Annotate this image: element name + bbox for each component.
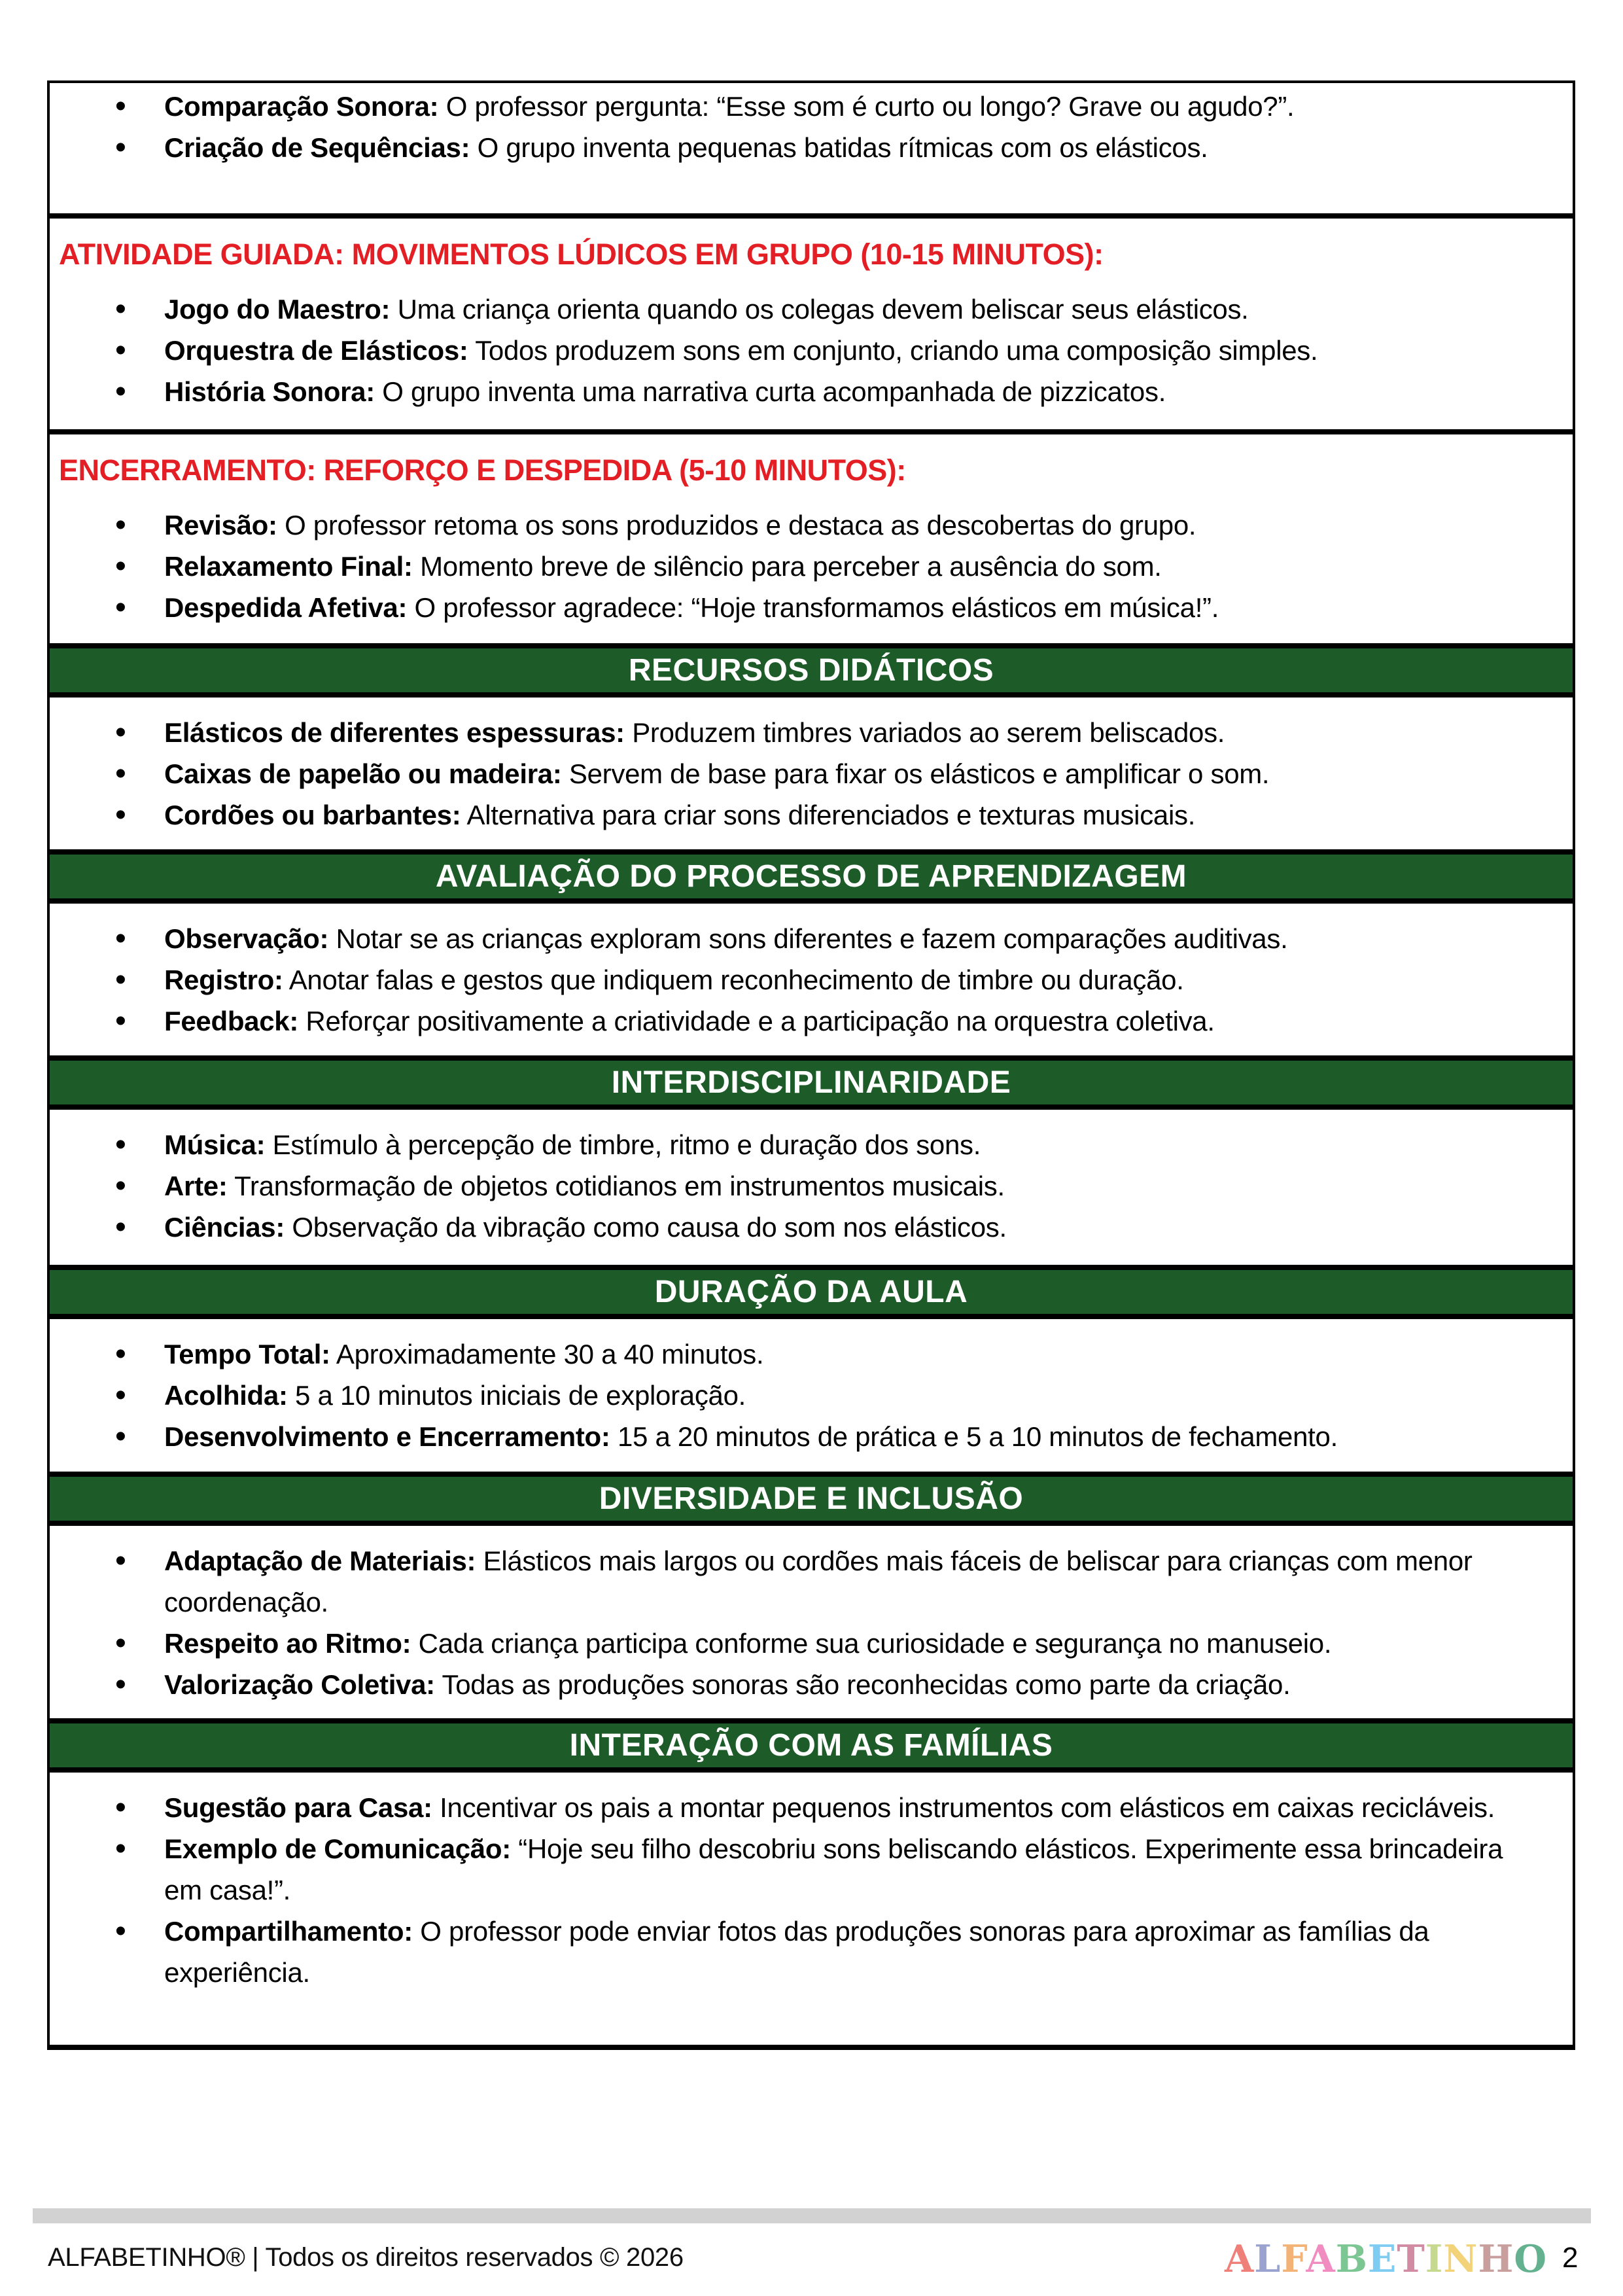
bullet-item <box>50 371 1573 412</box>
bullet-label: Respeito ao Ritmo: <box>164 1628 411 1659</box>
section-avaliacao-box <box>47 901 1575 1058</box>
section-interdisciplinaridade-box <box>47 1107 1575 1267</box>
bullet-item <box>50 127 1573 168</box>
bullet-text: Transformação de objetos cotidianos em instrumentos musicais. <box>234 1171 1005 1201</box>
section-banner-interdisciplinaridade <box>47 1058 1575 1107</box>
bullet-item <box>50 504 1573 546</box>
footer-copyright: ALFABETINHO® | Todos os direitos reservados © 2026 <box>48 2243 684 2272</box>
bullet-label: Caixas de papelão ou madeira: <box>164 758 562 789</box>
section-banner-interacao <box>47 1721 1575 1770</box>
bullet-item <box>50 1828 1573 1911</box>
bullet-list <box>50 918 1573 1042</box>
bullet-list <box>50 712 1573 836</box>
logo-letter: N <box>1443 2237 1478 2281</box>
bullet-text: Elásticos mais largos ou cordões mais fáceis de beliscar para crianças com menor coordenação. <box>164 1545 1473 1617</box>
footer-divider-bar <box>33 2208 1591 2223</box>
banner-title: DIVERSIDADE E INCLUSÃO <box>599 1481 1024 1516</box>
bullet-item <box>50 1623 1573 1664</box>
section-banner-avaliacao <box>47 852 1575 901</box>
bullet-item <box>50 1787 1573 1828</box>
banner-title: DURAÇÃO DA AULA <box>654 1275 968 1309</box>
bullet-item <box>50 1664 1573 1705</box>
bullet-text: Observação da vibração como causa do som nos elásticos. <box>292 1212 1007 1243</box>
bullet-text: Anotar falas e gestos que indiquem reconhecimento de timbre ou duração. <box>288 964 1184 995</box>
bullet-text: Reforçar positivamente a criatividade e a participação na orquestra coletiva. <box>305 1006 1215 1036</box>
bullet-text: Cada criança participa conforme sua curiosidade e segurança no manuseio. <box>418 1628 1332 1659</box>
lesson-plan-table <box>47 80 1575 2050</box>
red-section-heading: ATIVIDADE GUIADA: MOVIMENTOS LÚDICOS EM GRUPO (10-15 MINUTOS): <box>59 238 1104 271</box>
bullet-item <box>50 712 1573 753</box>
bullet-label: Registro: <box>164 964 283 995</box>
logo-letter: B <box>1335 2237 1368 2281</box>
bullet-label: Música: <box>164 1129 266 1160</box>
bullet-text: O grupo inventa pequenas batidas rítmicas com os elásticos. <box>477 132 1208 163</box>
page-number: 2 <box>1562 2242 1579 2274</box>
section-banner-diversidade <box>47 1474 1575 1523</box>
bullet-label: Sugestão para Casa: <box>164 1792 432 1823</box>
bullet-list <box>50 1124 1573 1248</box>
bullet-list <box>50 1540 1573 1705</box>
bullet-item <box>50 289 1573 330</box>
red-section-heading: ENCERRAMENTO: REFORÇO E DESPEDIDA (5-10 MINUTOS): <box>59 453 906 487</box>
bullet-item <box>50 1416 1573 1457</box>
bullet-list <box>50 1333 1573 1457</box>
bullet-item <box>50 587 1573 628</box>
bullet-label: Tempo Total: <box>164 1339 330 1369</box>
bullet-label: Valorização Coletiva: <box>164 1669 435 1700</box>
bullet-text: Incentivar os pais a montar pequenos instrumentos com elásticos em caixas recicláveis. <box>440 1792 1495 1823</box>
section-interacao-box <box>47 1770 1575 2050</box>
bullet-label: Acolhida: <box>164 1380 288 1411</box>
bullet-item <box>50 1124 1573 1165</box>
bullet-text: Servem de base para fixar os elásticos e amplificar o som. <box>568 758 1270 789</box>
bullet-label: Revisão: <box>164 510 277 540</box>
bullet-item <box>50 1165 1573 1207</box>
bullet-text: Aproximadamente 30 a 40 minutos. <box>336 1339 764 1369</box>
bullet-list <box>50 1787 1573 1993</box>
bullet-item <box>50 1911 1573 1993</box>
bullet-item <box>50 918 1573 959</box>
bullet-label: Feedback: <box>164 1006 299 1036</box>
section-duracao-box <box>47 1316 1575 1474</box>
bullet-text: 5 a 10 minutos iniciais de exploração. <box>295 1380 746 1411</box>
bullet-label: Elásticos de diferentes espessuras: <box>164 717 625 748</box>
logo-letter: T <box>1397 2237 1425 2281</box>
banner-title: AVALIAÇÃO DO PROCESSO DE APRENDIZAGEM <box>435 859 1187 894</box>
banner-title: RECURSOS DIDÁTICOS <box>628 653 994 688</box>
logo-letter: H <box>1478 2237 1514 2281</box>
bullet-list <box>50 86 1573 168</box>
bullet-item <box>50 546 1573 587</box>
bullet-list <box>50 289 1573 412</box>
bullet-text: Produzem timbres variados ao serem beliscados. <box>632 717 1225 748</box>
bullet-item <box>50 1000 1573 1042</box>
bullet-item <box>50 1207 1573 1248</box>
bullet-label: História Sonora: <box>164 376 375 407</box>
logo-letter: I <box>1425 2237 1444 2281</box>
bullet-label: Relaxamento Final: <box>164 551 413 582</box>
banner-title: INTERDISCIPLINARIDADE <box>611 1065 1011 1100</box>
bullet-item <box>50 1540 1573 1623</box>
bullet-label: Exemplo de Comunicação: <box>164 1833 511 1864</box>
bullet-text: O professor retoma os sons produzidos e destaca as descobertas do grupo. <box>285 510 1196 540</box>
alfabetinho-logo <box>1225 2237 1548 2281</box>
logo-letter: A <box>1225 2237 1255 2281</box>
bullet-label: Arte: <box>164 1171 228 1201</box>
bullet-text: O professor pode enviar fotos das produções sonoras para aproximar as famílias da experiência. <box>164 1916 1429 1988</box>
bullet-text: Uma criança orienta quando os colegas devem beliscar seus elásticos. <box>397 294 1249 325</box>
logo-letter: O <box>1514 2237 1548 2281</box>
bullet-item <box>50 86 1573 127</box>
section-banner-duracao <box>47 1267 1575 1316</box>
bullet-item <box>50 794 1573 836</box>
bullet-item <box>50 330 1573 371</box>
bullet-text: “Hoje seu filho descobriu sons beliscando elásticos. Experimente essa brincadeira em casa!”. <box>164 1833 1503 1905</box>
bullet-item <box>50 959 1573 1000</box>
section-intro-box <box>47 80 1575 216</box>
bullet-text: O grupo inventa uma narrativa curta acompanhada de pizzicatos. <box>382 376 1166 407</box>
logo-letter: F <box>1281 2237 1306 2281</box>
logo-letter: E <box>1367 2237 1397 2281</box>
bullet-label: Cordões ou barbantes: <box>164 800 461 830</box>
bullet-label: Observação: <box>164 923 329 954</box>
bullet-text: Todos produzem sons em conjunto, criando uma composição simples. <box>475 335 1318 366</box>
bullet-text: Alternativa para criar sons diferenciados e texturas musicais. <box>466 800 1196 830</box>
bullet-text: Todas as produções sonoras são reconhecidas como parte da criação. <box>442 1669 1291 1700</box>
bullet-label: Comparação Sonora: <box>164 91 439 122</box>
bullet-text: Estímulo à percepção de timbre, ritmo e duração dos sons. <box>272 1129 981 1160</box>
bullet-label: Desenvolvimento e Encerramento: <box>164 1421 610 1452</box>
bullet-item <box>50 753 1573 794</box>
logo-letter: L <box>1254 2237 1282 2281</box>
bullet-text: Notar se as crianças exploram sons diferentes e fazem comparações auditivas. <box>336 923 1288 954</box>
bullet-label: Ciências: <box>164 1212 285 1243</box>
bullet-text: O professor agradece: “Hoje transformamos elásticos em música!”. <box>414 592 1219 623</box>
bullet-label: Despedida Afetiva: <box>164 592 408 623</box>
bullet-label: Criação de Sequências: <box>164 132 470 163</box>
bullet-label: Orquestra de Elásticos: <box>164 335 468 366</box>
bullet-text: Momento breve de silêncio para perceber a ausência do som. <box>420 551 1162 582</box>
banner-title: INTERAÇÃO COM AS FAMÍLIAS <box>569 1728 1053 1763</box>
section-recursos-box <box>47 695 1575 852</box>
bullet-label: Compartilhamento: <box>164 1916 413 1947</box>
bullet-item <box>50 1333 1573 1375</box>
logo-letter: A <box>1306 2237 1336 2281</box>
section-atividade-guiada <box>47 216 1575 432</box>
section-diversidade-box <box>47 1523 1575 1721</box>
bullet-item <box>50 1375 1573 1416</box>
bullet-label: Jogo do Maestro: <box>164 294 391 325</box>
bullet-label: Adaptação de Materiais: <box>164 1545 476 1576</box>
section-banner-recursos <box>47 646 1575 695</box>
bullet-list <box>50 504 1573 628</box>
bullet-text: 15 a 20 minutos de prática e 5 a 10 minutos de fechamento. <box>617 1421 1338 1452</box>
section-encerramento <box>47 432 1575 646</box>
bullet-text: O professor pergunta: “Esse som é curto ou longo? Grave ou agudo?”. <box>445 91 1295 122</box>
